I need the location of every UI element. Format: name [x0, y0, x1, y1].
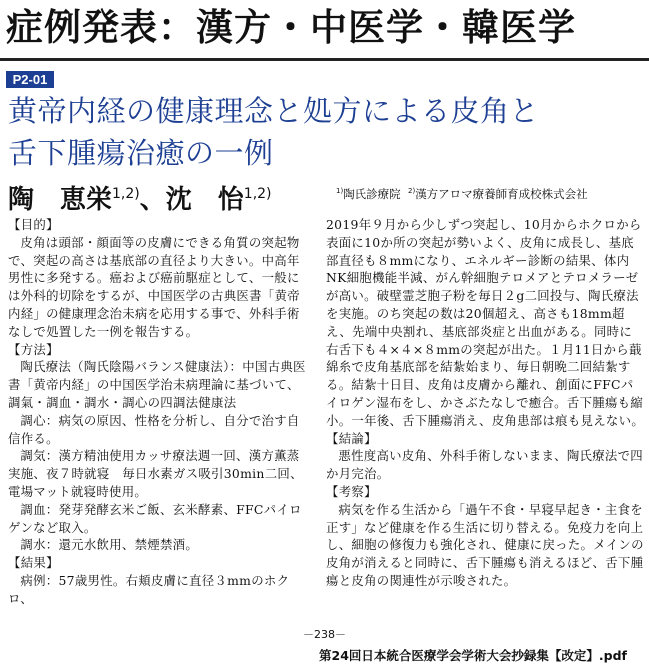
- affiliations: [336, 186, 588, 202]
- author-2: 沈 怡: [165, 185, 244, 215]
- section-heading: 【結果】: [8, 555, 59, 571]
- author-1-affiliation: 1,2): [112, 186, 140, 202]
- abstract-id-badge: P2-01: [6, 71, 54, 88]
- left-column: [8, 216, 312, 608]
- section-title: 症例発表：漢方・中医学・韓医学: [6, 6, 576, 49]
- paragraph: 調心：病気の原因、性格を分析し、自分で治す自信作る。: [8, 412, 300, 446]
- section-heading: 【方法】: [8, 341, 59, 357]
- header-rule: [0, 58, 649, 61]
- affiliation-1-mark: 1): [336, 187, 344, 195]
- paragraph: 病気を作る生活から「過午不食・早寝早起き・主食を正す」など健康を作る生活に切り替える。免疫力を向上し、細胞の修復力も強化され、健康に戻った。メインの皮角が消えると同時に、舌下腫瘍も消えるほど、舌下腫瘍と皮角の関連性が示唆された。: [326, 501, 644, 588]
- authors: [8, 178, 272, 216]
- affiliation-2: 漢方アロマ療養師育成校株式会社: [415, 187, 588, 201]
- paragraph: 調気：漢方精油使用カッサ療法週一回、漢方薫蒸実施、夜７時就寝 毎日水素ガス吸引30min二回、電場マット就寝時使用。: [8, 448, 303, 499]
- abstract-title-line-1: 黄帝内経の健康理念と処方による皮角と: [8, 94, 540, 128]
- section-heading: 【結論】: [326, 430, 377, 446]
- paragraph: 調血：発芽発酵玄米ご飯、玄米酵素、FFCパイロゲンなど取入。: [8, 501, 302, 535]
- author-separator: 、: [139, 185, 166, 215]
- document-name: 第24回日本統合医療学会学術大会抄録集【改定】.pdf: [319, 648, 627, 663]
- paragraph: 病例：57歳男性。右頬皮膚に直径３mmのホクロ、: [8, 572, 290, 606]
- paragraph: 皮角は頭部・顔面等の皮膚にできる角質の突起物で、突起の高さは基底部の直径より大きい。中高年男性に多発する。癌および癌前駆症として、一般には外科的切除をするが、中国医学の古典医書「黄帝内経」の健康理念治未病を応用する事で、外科手術なしで処置した一例を報告する。: [8, 234, 300, 339]
- abstract-title-line-2: 舌下腫瘍治癒の一例: [8, 136, 274, 170]
- right-column: [326, 216, 644, 590]
- affiliation-2-mark: 2): [408, 187, 416, 195]
- author-2-affiliation: 1,2): [243, 186, 272, 202]
- paragraph: 悪性度高い皮角、外科手術しないまま、陶氏療法で四か月完治。: [326, 448, 643, 482]
- affiliation-1: 陶氏診療院: [343, 187, 401, 201]
- section-heading: 【目的】: [8, 217, 59, 232]
- paragraph: 陶氏療法（陶氏陰陽バランス健康法）：中国古典医書「黄帝内経」の中国医学治未病理論に基づいて、調氣・調血・調水・調心の四調法健康法: [8, 359, 306, 410]
- section-heading: 【考察】: [326, 483, 377, 499]
- page-number: －238－: [303, 628, 346, 641]
- paragraph: 調水：還元水飲用、禁煙禁酒。: [20, 537, 199, 553]
- paragraph: 2019年９月から少しずつ突起し、10月からホクロから表面に10か所の突起が勢いよく、皮角に成長し、基底部直径も８mmになり、エネルギー診断の結果、体内NK細胞機能半減、がん幹細胞テロメアとテロメラーゼが高い。破壁霊芝胞子粉を毎日２g二回投与、陶氏療法を実施。のち突起の数は20個超え、高さも18mm超え、先端中央割れ、基底部炎症と出血がある。同時に右舌下も４×４×８mmの突起が出た。１月11日から蕺綿糸で皮角基底部を結紮始まり、毎日朝晩二回結紮する。結紮十日目、皮角は皮膚から離れ、創面にFFCパイロゲン湿布をし、かさぶたなしで癒合。舌下腫瘍も縮小。一年後、舌下腫瘍消え、皮角患部は痕も見えない。: [326, 217, 645, 428]
- author-1: 陶 恵栄: [8, 185, 113, 215]
